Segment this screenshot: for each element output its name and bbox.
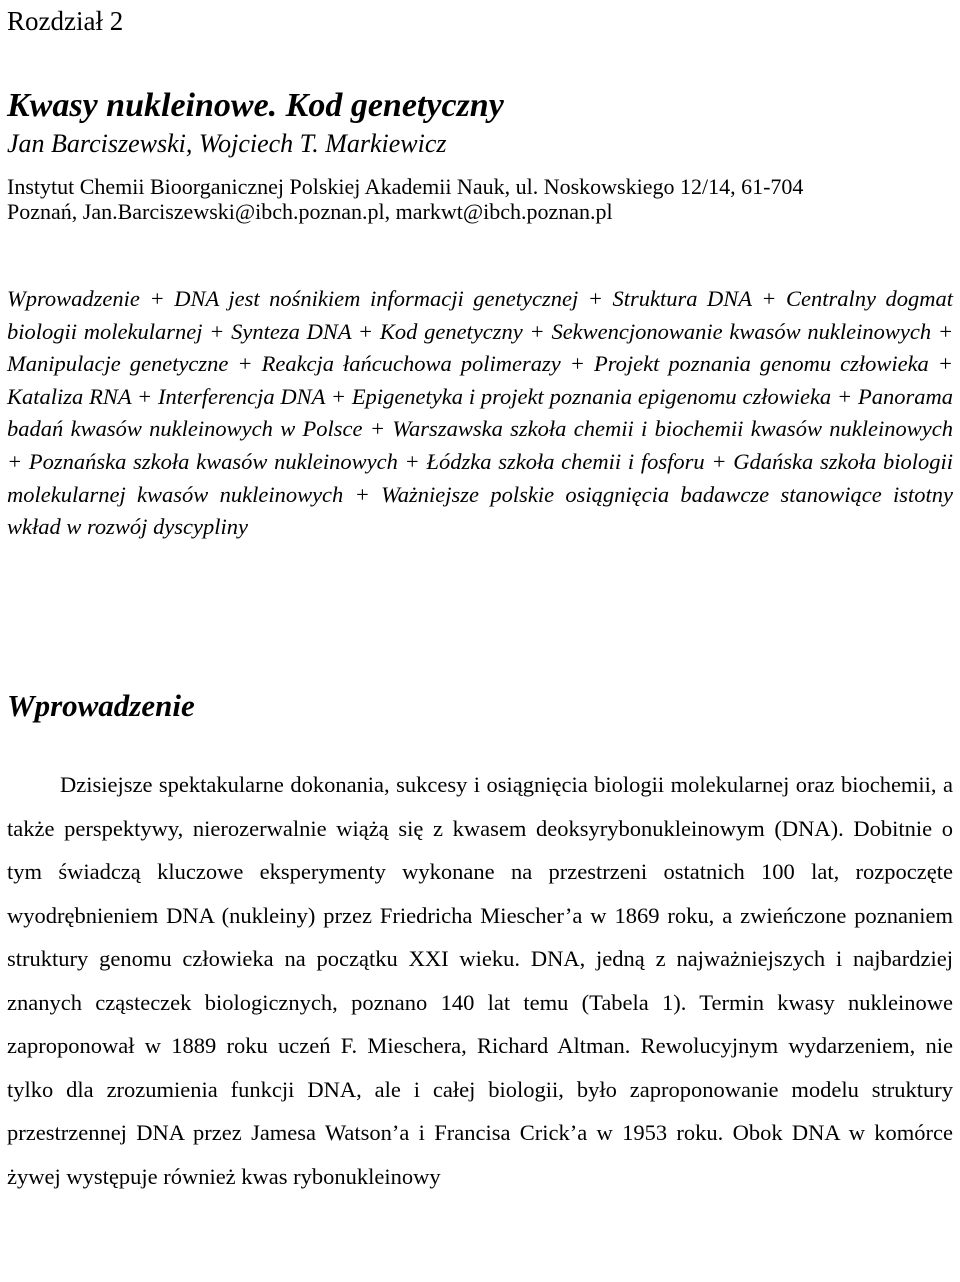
chapter-label: Rozdział 2 xyxy=(7,6,124,36)
affiliation-line-2: Poznań, Jan.Barciszewski@ibch.poznan.pl, markwt@ibch.poznan.pl xyxy=(7,199,613,224)
chapter-contents: Wprowadzenie + DNA jest nośnikiem informacji genetycznej + Struktura DNA + Centralny dogmat biologii molekularnej + Synteza DNA + Kod genetyczny + Sekwencjonowanie kwasów nukleinowych + Manipulacje genetyczne + Reakcja łańcuchowa polimerazy + Projekt poznania genomu człowieka + Kataliza RNA + Interferencja DNA + Epigenetyka i projekt poznania epigenomu człowieka + Panorama badań kwasów nukleinowych w Polsce + Warszawska szkoła chemii i biochemii kwasów nukleinowych + Poznańska szkoła kwasów nukleinowych + Łódzka szkoła chemii i fosforu + Gdańska szkoła biologii molekularnej kwasów nukleinowych + Ważniejsze polskie osiągnięcia badawcze stanowiące istotny wkład w rozwój dyscypliny xyxy=(7,286,953,540)
affiliation-line-1: Instytut Chemii Bioorganicznej Polskiej Akademii Nauk, ul. Noskowskiego 12/14, 61-704 xyxy=(7,174,804,199)
authors: Jan Barciszewski, Wojciech T. Markiewicz xyxy=(7,129,447,158)
affiliation xyxy=(7,174,953,224)
section-heading: Wprowadzenie xyxy=(7,688,195,723)
chapter-title: Kwasy nukleinowe. Kod genetyczny xyxy=(7,87,504,124)
body-paragraph: Dzisiejsze spektakularne dokonania, sukcesy i osiągnięcia biologii molekularnej oraz biochemii, a także perspektywy, nierozerwalnie wiążą się z kwasem deoksyrybonukleinowym (DNA). Dobitnie o tym świadczą kluczowe eksperymenty wykonane na przestrzeni ostatnich 100 lat, rozpoczęte wyodrębnieniem DNA (nukleiny) przez Friedricha Miescher’a w 1869 roku, a zwieńczone poznaniem struktury genomu człowieka na początku XXI wieku. DNA, jedną z najważniejszych i najbardziej znanych cząsteczek biologicznych, poznano 140 lat temu (Tabela 1). Termin kwasy nukleinowe zaproponował w 1889 roku uczeń F. Mieschera, Richard Altman. Rewolucyjnym wydarzeniem, nie tylko dla zrozumienia funkcji DNA, ale i całej biologii, było zaproponowanie modelu struktury przestrzennej DNA przez Jamesa Watson’a i Francisa Crick’a w 1953 roku. Obok DNA w komórce żywej występuje również kwas rybonukleinowy xyxy=(7,772,953,1189)
